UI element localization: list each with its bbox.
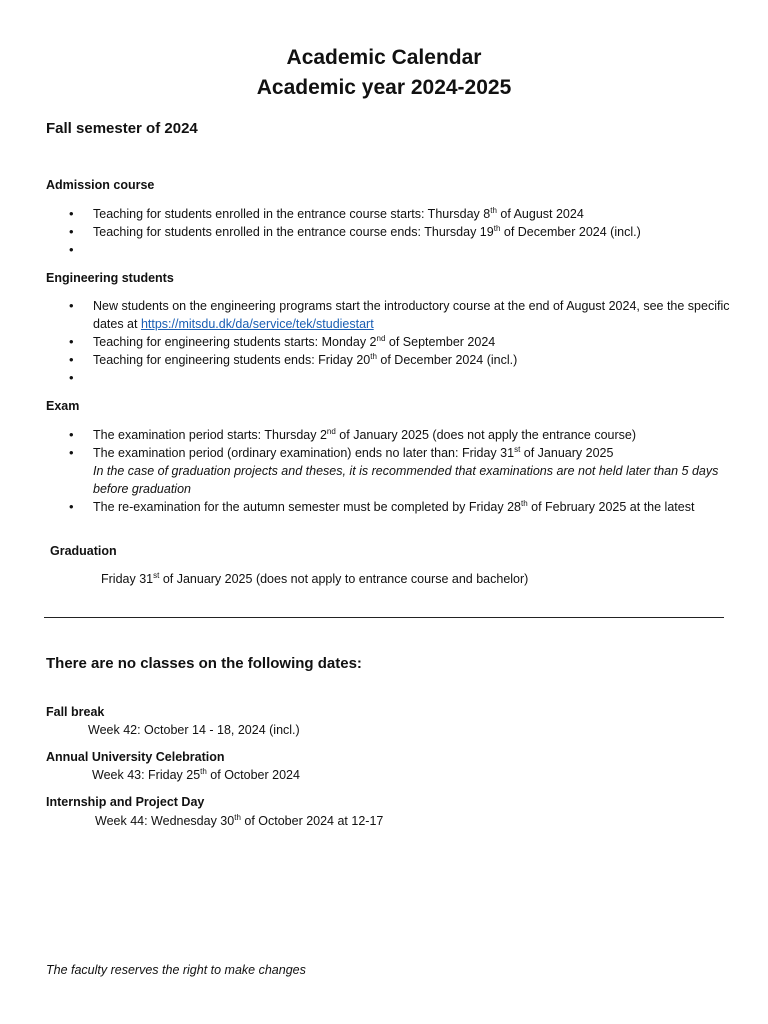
- heading-engineering-students: Engineering students: [46, 271, 174, 285]
- list-item: • New students on the engineering programs start the introductory course at the end of August 2024, see the specific dates at https://mitsdu.dk/da/service/tek/studiestart: [46, 297, 736, 333]
- heading-university-celebration: Annual University Celebration: [46, 750, 225, 764]
- heading-fall-break: Fall break: [46, 705, 105, 719]
- graduation-date: Friday 31st of January 2025 (does not apply to entrance course and bachelor): [101, 570, 529, 586]
- heading-admission-course: Admission course: [46, 178, 155, 192]
- heading-exam: Exam: [46, 399, 80, 413]
- list-item: • The examination period starts: Thursday 2nd of January 2025 (does not apply the entrance course): [46, 426, 736, 444]
- internship-date: Week 44: Wednesday 30th of October 2024 at 12-17: [95, 812, 384, 828]
- list-item: • Teaching for engineering students starts: Monday 2nd of September 2024: [46, 333, 736, 351]
- fall-break-date: Week 42: October 14 - 18, 2024 (incl.): [88, 723, 300, 737]
- section-divider: [44, 617, 724, 618]
- section-heading-fall-semester: Fall semester of 2024: [46, 120, 198, 137]
- celebration-date: Week 43: Friday 25th of October 2024: [92, 766, 300, 782]
- document-title: Academic Calendar: [286, 46, 482, 69]
- list-item: • Teaching for students enrolled in the entrance course starts: Thursday 8th of August 2024: [46, 205, 736, 223]
- heading-internship-project-day: Internship and Project Day: [46, 795, 205, 809]
- section-heading-no-classes: There are no classes on the following dates:: [46, 655, 362, 672]
- list-item: • Teaching for students enrolled in the entrance course ends: Thursday 19th of December 2024 (incl.): [46, 223, 736, 241]
- admission-list: [46, 205, 736, 259]
- list-item: • The examination period (ordinary examination) ends no later than: Friday 31st of January 2025 In the case of graduation projects and theses, it is recommended that examinations are not held later than 5 days before graduation: [46, 444, 736, 498]
- list-item-empty: [46, 241, 736, 259]
- document-subtitle: Academic year 2024-2025: [256, 76, 512, 99]
- list-item: • The re-examination for the autumn semester must be completed by Friday 28th of February 2025 at the latest: [46, 498, 736, 516]
- footer-disclaimer: The faculty reserves the right to make changes: [46, 963, 306, 977]
- list-item: • Teaching for engineering students ends: Friday 20th of December 2024 (incl.): [46, 351, 736, 369]
- engineering-list: [46, 297, 736, 387]
- graduation-project-note: In the case of graduation projects and theses, it is recommended that examinations are not held later than 5 days before graduation: [93, 464, 719, 496]
- exam-list: [46, 426, 736, 516]
- heading-graduation: Graduation: [50, 544, 117, 558]
- studiestart-link[interactable]: https://mitsdu.dk/da/service/tek/studiestart: [140, 317, 374, 331]
- list-item-empty: [46, 369, 736, 387]
